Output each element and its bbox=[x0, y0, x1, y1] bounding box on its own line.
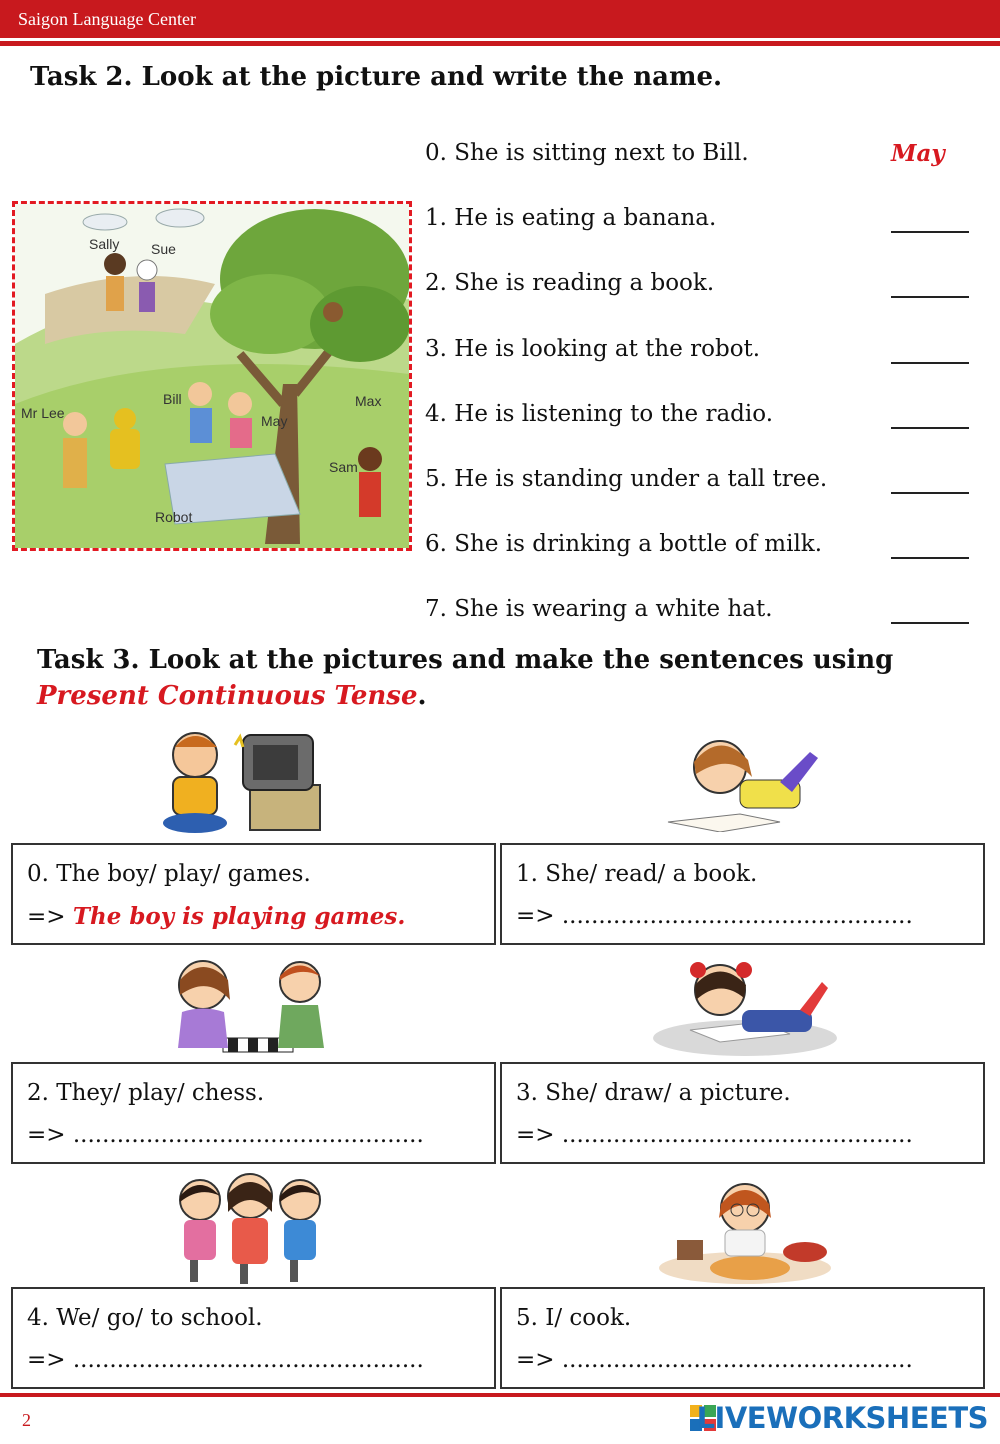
question-text: 7. She is wearing a white hat. bbox=[425, 596, 773, 622]
arrow: => bbox=[516, 903, 555, 929]
center-name: Saigon Language Center bbox=[18, 9, 196, 29]
girl-drawing-illustration bbox=[650, 950, 840, 1058]
exercise-prompt: 5. I/ cook. bbox=[516, 1305, 632, 1331]
park-scene-illustration bbox=[15, 204, 409, 548]
scene-label-sue: Sue bbox=[151, 241, 176, 257]
exercise-answer-line[interactable] bbox=[516, 1122, 913, 1148]
exercise-answer-line[interactable] bbox=[27, 1347, 424, 1373]
exercise-answer-line[interactable] bbox=[516, 1347, 913, 1373]
arrow: => bbox=[27, 1347, 66, 1373]
answer-dots[interactable]: ................................................ bbox=[72, 1122, 424, 1148]
scene-label-bill: Bill bbox=[163, 391, 182, 407]
question-6 bbox=[425, 531, 985, 571]
answer-dots[interactable]: ................................................ bbox=[72, 1347, 424, 1373]
answer-dots[interactable]: ................................................ bbox=[561, 1347, 913, 1373]
exercise-box-2 bbox=[11, 1062, 496, 1164]
question-text: 3. He is looking at the robot. bbox=[425, 336, 761, 362]
exercise-answer-line bbox=[27, 903, 405, 930]
answer-blank[interactable] bbox=[891, 296, 969, 298]
task3-title-emphasis: Present Continuous Tense bbox=[37, 681, 418, 711]
header bbox=[0, 0, 1000, 48]
question-0 bbox=[425, 140, 985, 180]
question-text: 5. He is standing under a tall tree. bbox=[425, 466, 828, 492]
scene-label-mr-lee: Mr Lee bbox=[21, 405, 65, 421]
answer-blank[interactable] bbox=[891, 231, 969, 233]
exercise-prompt: 3. She/ draw/ a picture. bbox=[516, 1080, 791, 1106]
exercise-prompt: 1. She/ read/ a book. bbox=[516, 861, 758, 887]
header-divider bbox=[0, 41, 1000, 46]
boy-playing-games-illustration bbox=[155, 725, 335, 835]
exercise-prompt: 0. The boy/ play/ games. bbox=[27, 861, 311, 887]
arrow: => bbox=[516, 1347, 555, 1373]
exercise-answer-line[interactable] bbox=[516, 903, 913, 929]
exercise-box-3 bbox=[500, 1062, 985, 1164]
question-2 bbox=[425, 270, 985, 310]
task3-title bbox=[37, 642, 977, 714]
girl-cooking-illustration bbox=[655, 1168, 835, 1286]
answer-blank[interactable] bbox=[891, 622, 969, 624]
question-7 bbox=[425, 596, 985, 636]
answer-blank[interactable] bbox=[891, 427, 969, 429]
answer-dots[interactable]: ................................................ bbox=[561, 903, 913, 929]
question-1 bbox=[425, 205, 985, 245]
answer-blank[interactable] bbox=[891, 492, 969, 494]
exercise-box-5 bbox=[500, 1287, 985, 1389]
question-text: 6. She is drinking a bottle of milk. bbox=[425, 531, 823, 557]
liveworksheets-brand[interactable]: LIVEWORKSHEETS bbox=[696, 1401, 988, 1435]
exercise-prompt: 2. They/ play/ chess. bbox=[27, 1080, 265, 1106]
model-answer: The boy is playing games. bbox=[72, 903, 406, 930]
park-scene-picture bbox=[12, 201, 412, 551]
answer-blank[interactable] bbox=[891, 557, 969, 559]
task2-title: Task 2. Look at the picture and write the name. bbox=[30, 62, 723, 92]
girl-reading-illustration bbox=[660, 722, 830, 832]
question-3 bbox=[425, 336, 985, 376]
answer-dots[interactable]: ................................................ bbox=[561, 1122, 913, 1148]
question-text: 1. He is eating a banana. bbox=[425, 205, 717, 231]
exercise-box-1 bbox=[500, 843, 985, 945]
exercise-answer-line[interactable] bbox=[27, 1122, 424, 1148]
task3-title-suffix: . bbox=[417, 681, 427, 711]
question-5 bbox=[425, 466, 985, 506]
exercise-prompt: 4. We/ go/ to school. bbox=[27, 1305, 263, 1331]
exercise-box-0 bbox=[11, 843, 496, 945]
footer-divider bbox=[0, 1393, 1000, 1397]
question-text: 4. He is listening to the radio. bbox=[425, 401, 774, 427]
question-text: 2. She is reading a book. bbox=[425, 270, 715, 296]
question-answer-example: May bbox=[891, 140, 945, 167]
children-playing-chess-illustration bbox=[168, 950, 338, 1058]
scene-label-robot: Robot bbox=[155, 509, 193, 525]
exercise-box-4 bbox=[11, 1287, 496, 1389]
arrow: => bbox=[27, 904, 66, 930]
scene-label-sally: Sally bbox=[89, 236, 120, 252]
children-going-to-school-illustration bbox=[160, 1168, 340, 1286]
page-number: 2 bbox=[22, 1410, 31, 1430]
arrow: => bbox=[27, 1122, 66, 1148]
task3-title-prefix: Task 3. Look at the pictures and make the sentences using bbox=[37, 645, 894, 675]
scene-label-sam: Sam bbox=[329, 459, 358, 475]
answer-blank[interactable] bbox=[891, 362, 969, 364]
arrow: => bbox=[516, 1122, 555, 1148]
scene-label-may: May bbox=[261, 413, 288, 429]
question-text: 0. She is sitting next to Bill. bbox=[425, 140, 749, 166]
scene-label-max: Max bbox=[355, 393, 382, 409]
question-4 bbox=[425, 401, 985, 441]
